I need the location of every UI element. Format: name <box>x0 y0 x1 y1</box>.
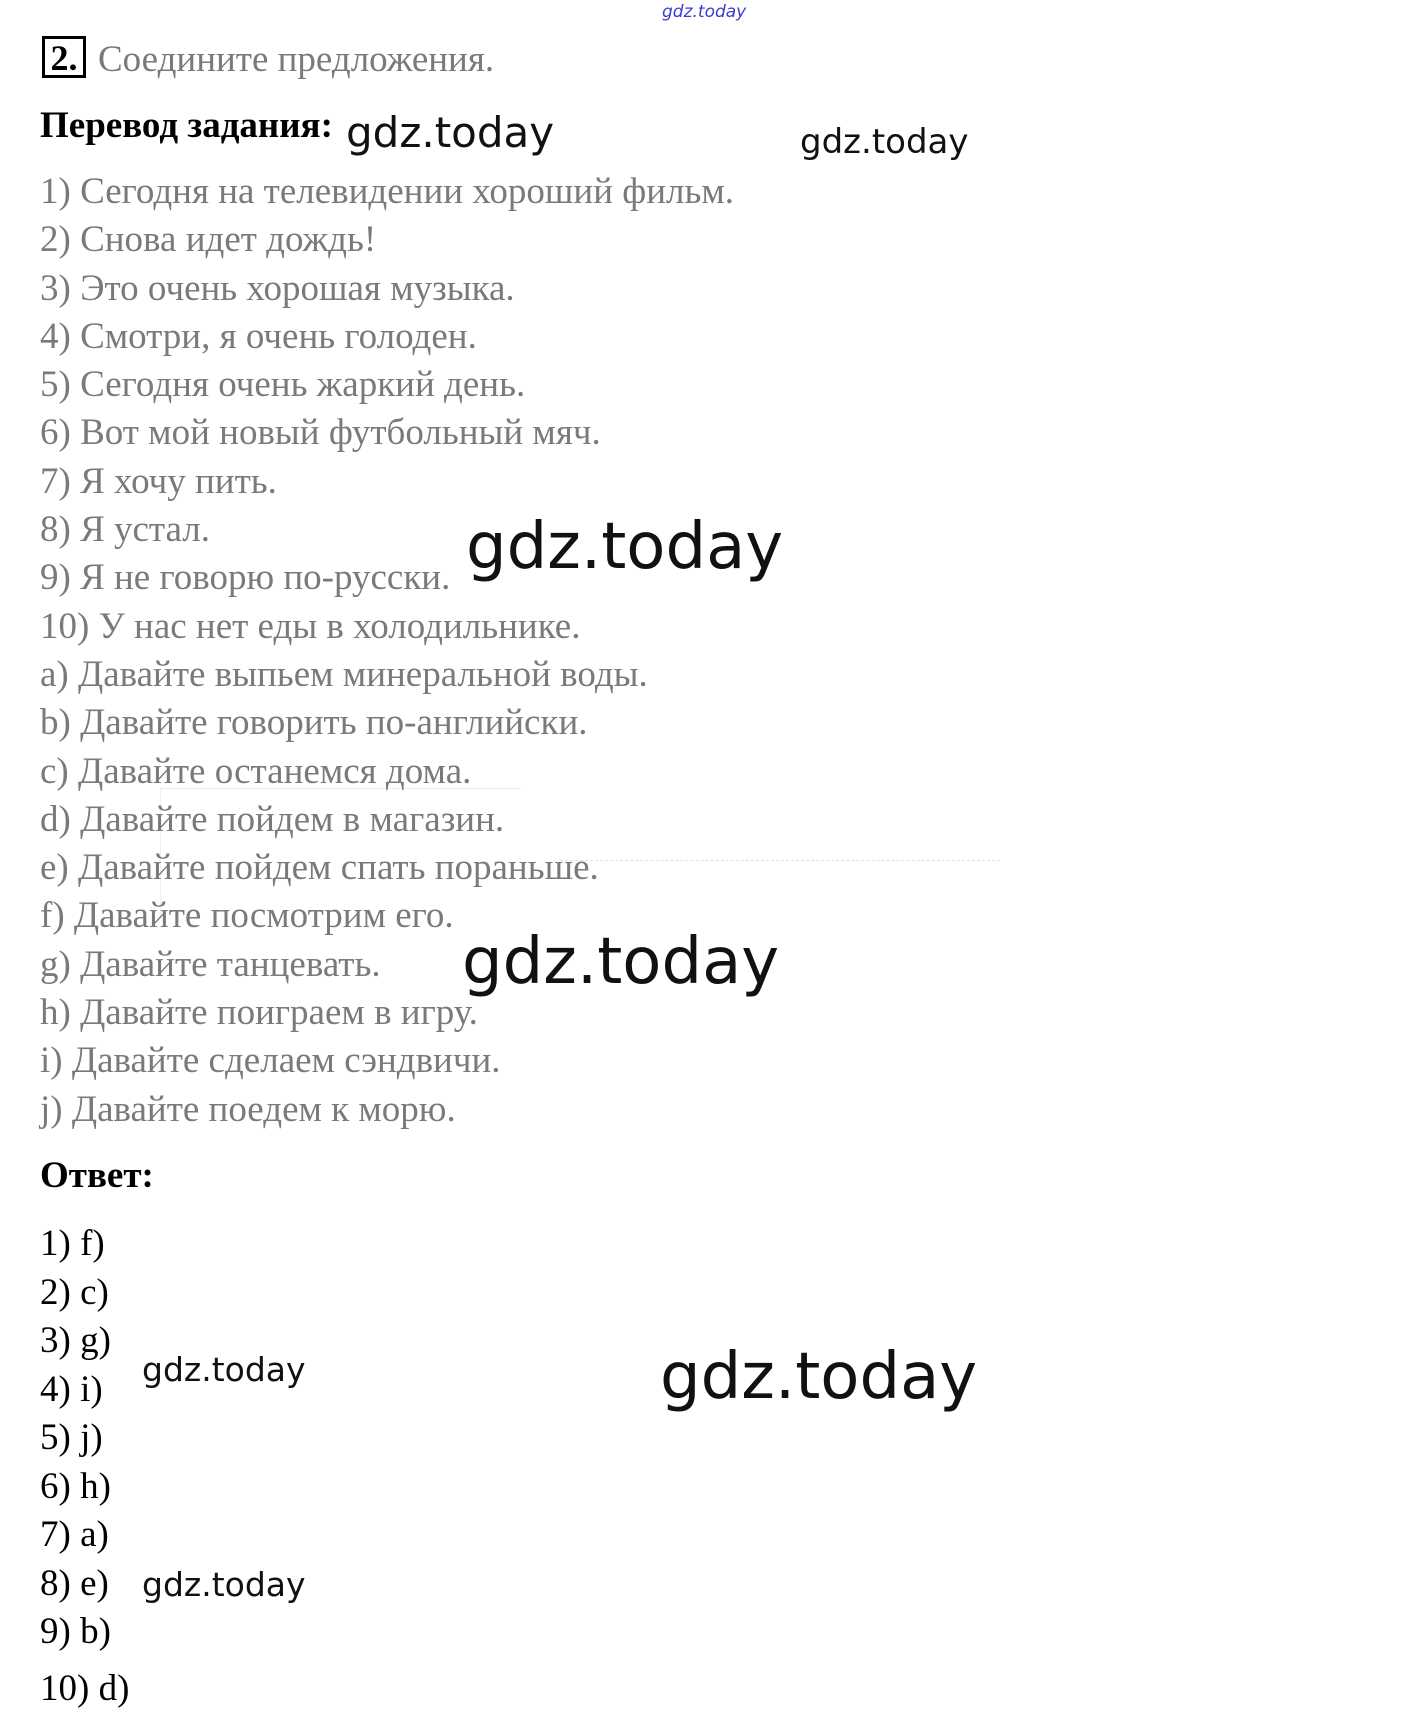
list-item: 4) Смотри, я очень голоден. <box>40 315 477 357</box>
list-item: e) Давайте пойдем спать пораньше. <box>40 847 599 889</box>
list-item: 6) Вот мой новый футбольный мяч. <box>40 412 601 454</box>
list-item: f) Давайте посмотрим его. <box>40 895 454 937</box>
list-item: a) Давайте выпьем минеральной воды. <box>40 653 648 695</box>
list-item: 3) Это очень хорошая музыка. <box>40 267 515 309</box>
answer-item: 7) a) <box>40 1514 109 1555</box>
list-item: h) Давайте поиграем в игру. <box>40 992 478 1034</box>
list-item: 5) Сегодня очень жаркий день. <box>40 364 526 406</box>
list-item: i) Давайте сделаем сэндвичи. <box>40 1040 501 1082</box>
answer-item: 8) e) <box>40 1562 109 1604</box>
watermark-top: gdz.today <box>662 2 747 22</box>
watermark: gdz.today <box>142 1350 306 1389</box>
answer-item: 9) b) <box>40 1611 111 1652</box>
list-item: d) Давайте пойдем в магазин. <box>40 798 505 840</box>
watermark: gdz.today <box>660 1340 978 1414</box>
list-item: 9) Я не говорю по-русски. <box>40 557 451 599</box>
list-item: g) Давайте танцевать. <box>40 943 381 985</box>
answer-item: 5) j) <box>40 1417 103 1458</box>
task-instruction: Соедините предложения. <box>98 39 495 80</box>
watermark: gdz.today <box>800 122 969 162</box>
watermark: gdz.today <box>466 510 784 584</box>
list-item: j) Давайте поедем к морю. <box>40 1088 456 1130</box>
answer-item: 6) h) <box>40 1465 111 1507</box>
list-item: b) Давайте говорить по-английски. <box>40 702 588 744</box>
watermark: gdz.today <box>346 108 555 157</box>
list-item: 7) Я хочу пить. <box>40 460 277 502</box>
list-item: 10) У нас нет еды в холодильнике. <box>40 605 581 647</box>
list-item: c) Давайте останемся дома. <box>40 750 472 792</box>
list-item: 2) Снова идет дождь! <box>40 219 377 261</box>
answer-item: 2) c) <box>40 1271 109 1313</box>
answer-item: 1) f) <box>40 1223 105 1264</box>
answer-item: 10) d) <box>40 1667 130 1709</box>
answer-item: 4) i) <box>40 1368 103 1410</box>
answer-heading: Ответ: <box>40 1155 154 1196</box>
answer-item: 3) g) <box>40 1320 111 1361</box>
sentence-list <box>40 168 734 1134</box>
task-number-box: 2. <box>42 36 86 78</box>
watermark: gdz.today <box>462 925 780 999</box>
list-item: 8) Я устал. <box>40 509 211 551</box>
translation-heading: Перевод задания: <box>40 105 333 146</box>
list-item: 1) Сегодня на телевидении хороший фильм. <box>40 171 735 212</box>
answer-list <box>40 1220 129 1713</box>
watermark: gdz.today <box>142 1565 306 1604</box>
